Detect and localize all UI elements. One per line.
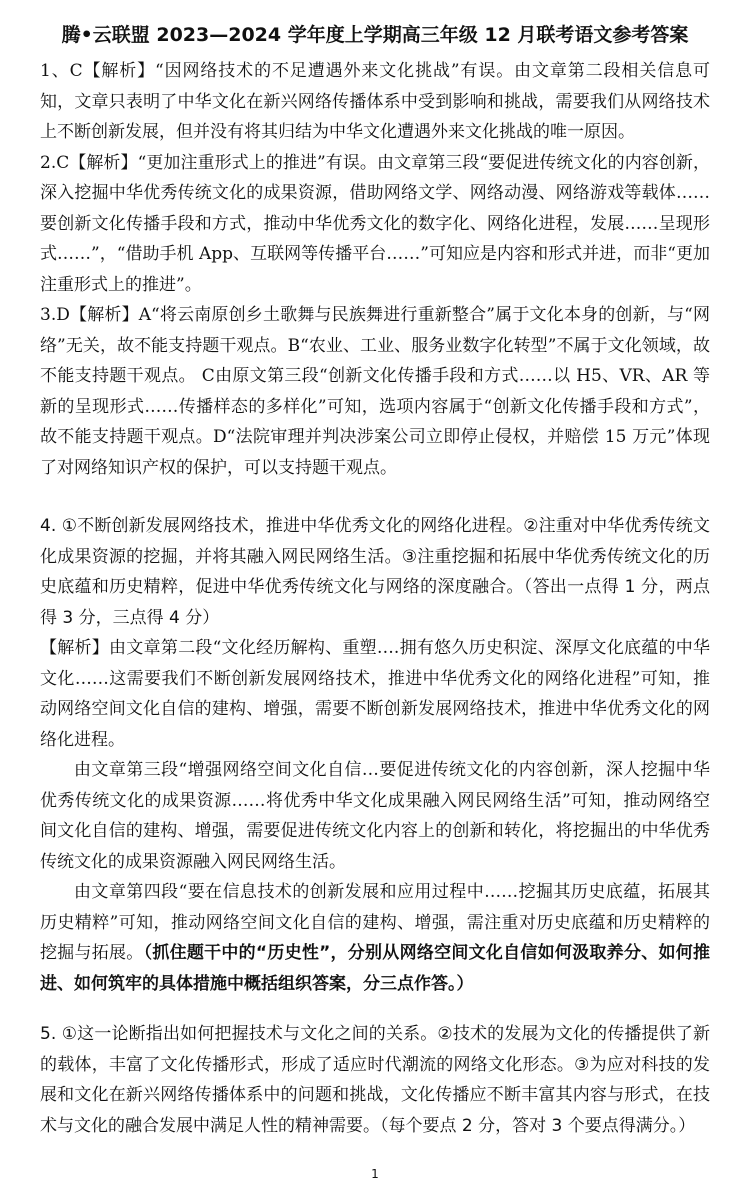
question-4-answer: 4. ①不断创新发展网络技术，推进中华优秀文化的网络化进程。②注重对中华优秀传统文化成果资源的挖掘，并将其融入网民网络生活。③注重挖掘和拓展中华优秀传统文化的历史底蕴和历史精粹，促进中华优秀传统文化与网络的深度融合。（答出一点得 1 分，两点得 3 分，三点得 4 分）	[40, 516, 710, 628]
section-gap	[40, 999, 710, 1019]
question-4-analysis-3-text: 由文章第四段“要在信息技术的创新发展和应用过程中……挖掘其历史底蕴，拓展其历史精粹”可知，推动网络空间文化自信的建构、增强，需注重对历史底蕴和历史精粹的挖掘与拓展。	[40, 882, 710, 963]
question-4-analysis-note: （抓住题干中的“历史性”，分别从网络空间文化自信如何汲取养分、如何推进、如何筑牢的具体措施中概括组织答案，分三点作答。）	[40, 943, 710, 994]
page-title: 腾•云联盟 2023—2024 学年度上学期高三年级 12 月联考语文参考答案	[61, 24, 689, 46]
page-number: 1	[371, 1167, 379, 1181]
question-4-analysis-1: 【解析】由文章第二段“文化经历解构、重塑….拥有悠久历史积淀、深厚文化底蕴的中华文化……这需要我们不断创新发展网络技术，推进中华优秀文化的网络化进程”可知，推动网络空间文化自信的建构、增强，需要不断创新发展网络技术，推进中华优秀文化的网络化进程。	[40, 638, 710, 750]
section-gap	[40, 483, 710, 511]
question-4-analysis-3	[40, 877, 710, 999]
question-1-answer: 1、C【解析】“因网络技术的不足遭遇外来文化挑战”有误。由文章第二段相关信息可知，文章只表明了中华文化在新兴网络传播体系中受到影响和挑战，需要我们从网络技术上不断创新发展，但并没有将其归结为中华文化遭遇外来文化挑战的唯一原因。	[40, 61, 710, 142]
question-4-analysis-2: 由文章第三段“增强网络空间文化自信…要促进传统文化的内容创新，深人挖掘中华优秀传统文化的成果资源……将优秀中华文化成果融入网民网络生活”可知，推动网络空间文化自信的建构、增强，需要促进传统文化内容上的创新和转化，将挖掘出的中华优秀传统文化的成果资源融入网民网络生活。	[40, 760, 710, 872]
question-5-answer: 5. ①这一论断指出如何把握技术与文化之间的关系。②技术的发展为文化的传播提供了新的载体，丰富了文化传播形式，形成了适应时代潮流的网络文化形态。③为应对科技的发展和文化在新兴网络传播体系中的问题和挑战，文化传播应不断丰富其内容与形式，在技术与文化的融合发展中满足人性的精神需要。（每个要点 2 分，答对 3 个要点得满分。）	[40, 1024, 710, 1136]
question-2-answer: 2.C【解析】“更加注重形式上的推进”有误。由文章第三段“要促进传统文化的内容创新，深入挖掘中华优秀传统文化的成果资源，借助网络文学、网络动漫、网络游戏等载体……要创新文化传播手段和方式，推动中华优秀文化的数字化、网络化进程，发展……呈现形式……”，“借助手机 App、互联网等传播平台……”可知应是内容和形式并进，而非“更加注重形式上的推进”。	[40, 152, 710, 295]
question-3-answer: 3.D【解析】A“将云南原创乡土歌舞与民族舞进行重新整合”属于文化本身的创新，与“网络”无关，故不能支持题干观点。B“农业、工业、服务业数字化转型”不属于文化领域，故不能支持题干观点。 C由原文第三段“创新文化传播手段和方式……以 H5、VR、AR 等新的呈现形式……传播样态的多样化”可知，选项内容属于“创新文化传播手段和方式”，故不能支持题干观点。D“法院审理并判决涉案公司立即停止侵权，并赔偿 15 万元”体现了对网络知识产权的保护，可以支持题干观点。	[40, 305, 710, 478]
